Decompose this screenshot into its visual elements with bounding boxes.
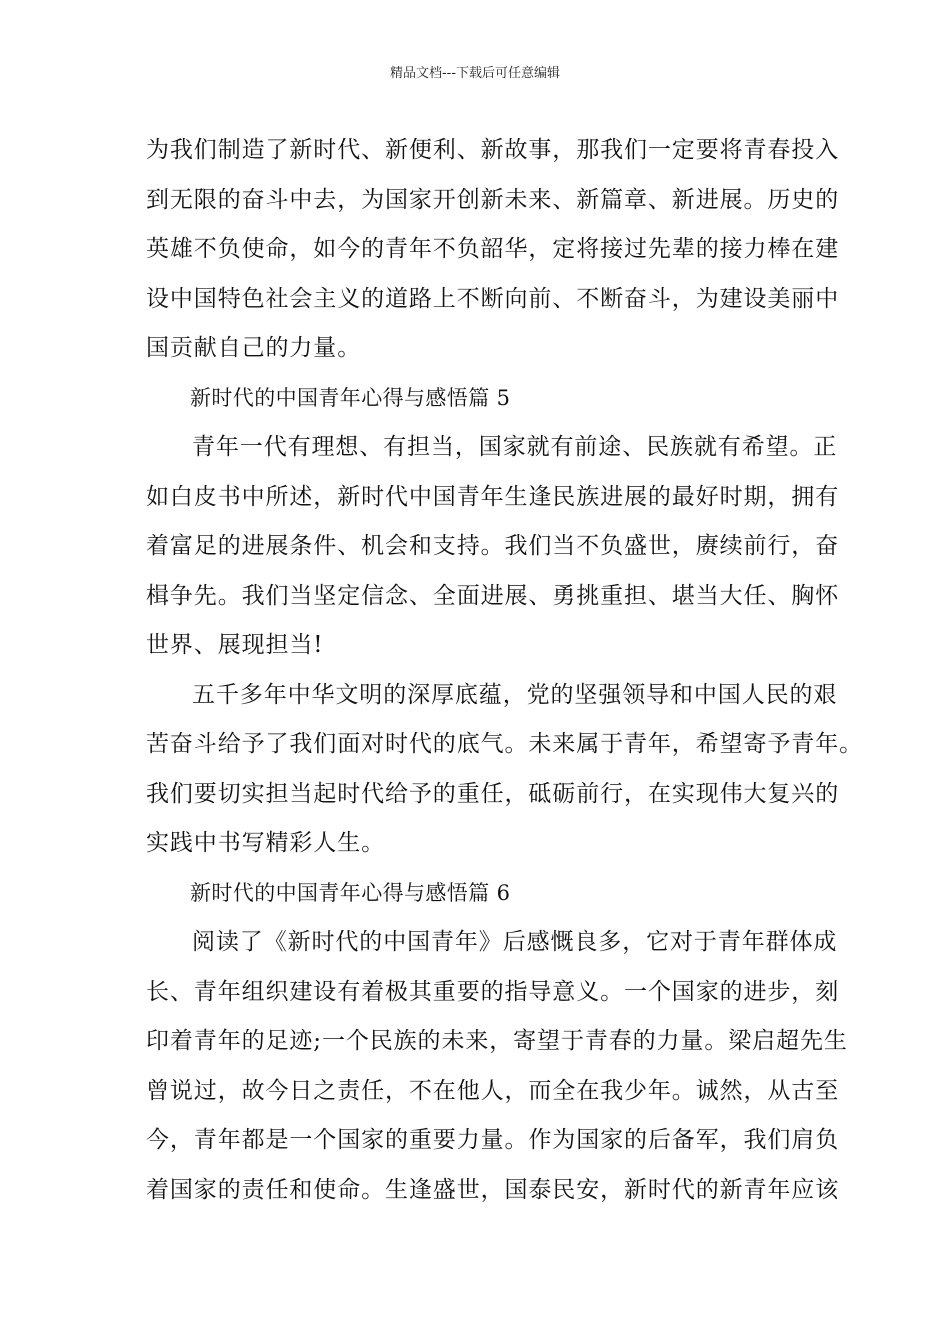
text-line: 如白皮书中所述，新时代中国青年生逢民族进展的最好时期，拥有	[146, 483, 840, 510]
text-line: 为我们制造了新时代、新便利、新故事，那我们一定要将青春投入	[146, 137, 840, 163]
text-line: 设中国特色社会主义的道路上不断向前、不断奋斗，为建设美丽中	[146, 285, 840, 312]
text-line: 今，青年都是一个国家的重要力量。作为国家的后备军，我们肩负	[146, 1127, 840, 1153]
text-line: 苦奋斗给予了我们面对时代的底气。未来属于青年，希望寄予青年。	[146, 731, 863, 757]
text-line: 世界、展现担当!	[146, 632, 324, 658]
text-line: 到无限的奋斗中去，为国家开创新未来、新篇章、新进展。历史的	[146, 186, 840, 213]
text-line: 着国家的责任和使命。生逢盛世，国泰民安，新时代的新青年应该	[146, 1176, 840, 1203]
paragraph-first-line: 阅读了《新时代的中国青年》后感慨良多，它对于青年群体成	[192, 929, 838, 955]
section-heading: 新时代的中国青年心得与感悟篇 5	[190, 385, 511, 410]
text-line: 国贡献自己的力量。	[146, 335, 362, 361]
text-line: 印着青年的足迹;一个民族的未来，寄望于青春的力量。梁启超先生	[146, 1028, 848, 1054]
text-line: 曾说过，故今日之责任，不在他人，而全在我少年。诚然，从古至	[146, 1077, 840, 1104]
text-line: 长、青年组织建设有着极其重要的指导意义。一个国家的进步，刻	[146, 978, 840, 1005]
text-line: 我们要切实担当起时代给予的重任，砥砺前行，在实现伟大复兴的	[146, 780, 840, 807]
text-line: 英雄不负使命，如今的青年不负韶华，定将接过先辈的接力棒在建	[146, 236, 840, 262]
document-body	[146, 126, 863, 1215]
text-line: 着富足的进展条件、机会和支持。我们当不负盛世，赓续前行，奋	[146, 533, 840, 559]
page-header: 精品文档---下载后可任意编辑	[389, 66, 561, 81]
text-line: 实践中书写精彩人生。	[146, 830, 385, 856]
section-heading: 新时代的中国青年心得与感悟篇 6	[190, 880, 511, 905]
paragraph-first-line: 五千多年中华文明的深厚底蕴，党的坚强领导和中国人民的艰	[192, 681, 838, 708]
text-line: 楫争先。我们当坚定信念、全面进展、勇挑重担、堪当大任、胸怀	[146, 582, 840, 609]
paragraph-first-line: 青年一代有理想、有担当，国家就有前途、民族就有希望。正	[192, 434, 838, 460]
